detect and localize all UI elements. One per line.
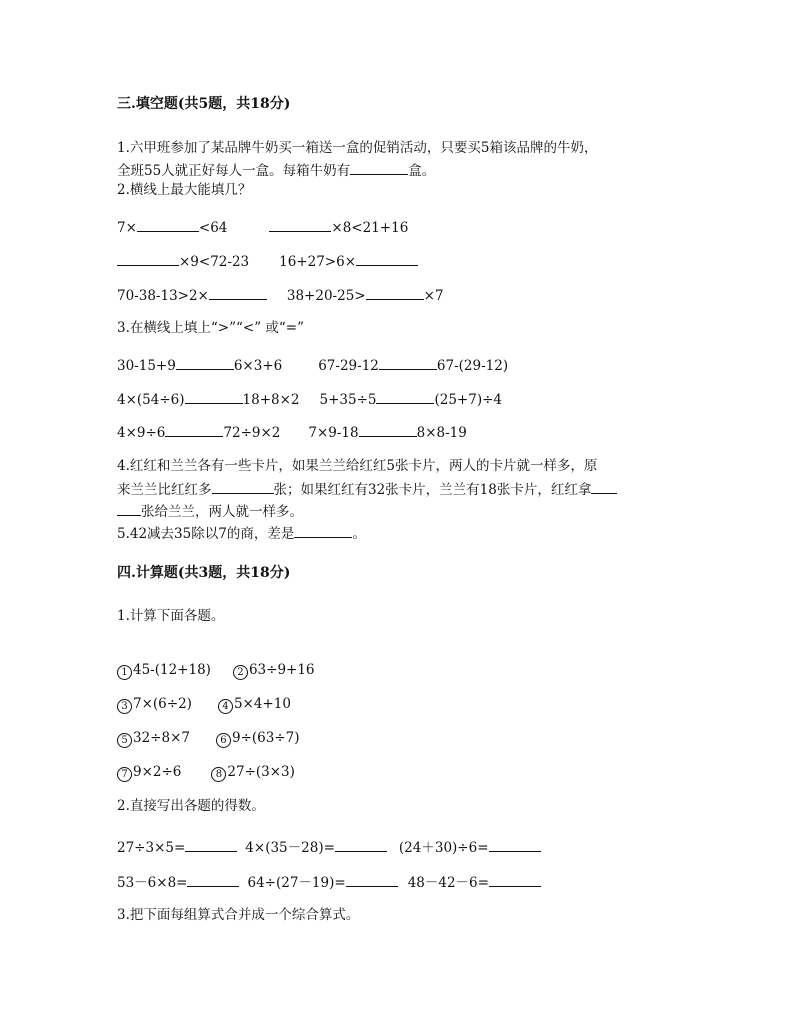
c2-r1-blank1[interactable] xyxy=(185,837,237,852)
q2-title: 2.横线上最大能填几？ xyxy=(117,182,252,198)
c2-title: 2.直接写出各题的得数。 xyxy=(117,798,265,814)
c1-expr-7: 9×2÷6 xyxy=(133,764,182,780)
q4-line1: 4.红红和兰兰各有一些卡片，如果兰兰给红红5张卡片，两人的卡片就一样多，原 xyxy=(117,458,598,474)
number-circle-4: 4 xyxy=(218,699,233,714)
c2-r2-b: 64÷(27－19)= xyxy=(247,875,346,891)
q4-text-a: 来兰兰比红红多 xyxy=(117,482,212,498)
q2-row3 xyxy=(117,285,444,305)
c2-row2 xyxy=(117,872,541,892)
number-circle-8: 8 xyxy=(211,767,226,782)
q2-r1-c: ×8<21+16 xyxy=(331,220,409,236)
number-circle-6: 6 xyxy=(216,733,231,748)
q5-line xyxy=(117,523,366,543)
q2-r3-b: 38+20-25> xyxy=(286,288,366,304)
number-circle-7: 7 xyxy=(117,767,132,782)
number-circle-5: 5 xyxy=(117,733,132,748)
c1-expr-3: 7×(6÷2) xyxy=(133,696,192,712)
q2-r1-blank1[interactable] xyxy=(137,217,199,232)
q1-line2 xyxy=(117,160,435,180)
q5-text-b: 。 xyxy=(352,526,366,542)
q3-r3-a: 4×9÷6 xyxy=(117,425,166,441)
c2-r1-a: 27÷3×5= xyxy=(117,840,186,856)
q2-r2-a: ×9<72-23 xyxy=(179,254,250,270)
q4-line2 xyxy=(117,479,617,499)
q2-r2-b: 16+27>6× xyxy=(279,254,357,270)
q4-text-b: 张；如果红红有32张卡片，兰兰有18张卡片，红红拿 xyxy=(273,482,592,498)
q4-blank1[interactable] xyxy=(212,479,274,494)
q3-r1-d: 67-(29-12) xyxy=(436,358,509,374)
c1-expr-1: 45-(12+18) xyxy=(133,662,211,678)
q3-r2-a: 4×(54÷6) xyxy=(117,392,185,408)
c2-r1-blank2[interactable] xyxy=(335,837,387,852)
q3-row1 xyxy=(117,355,508,375)
c2-r1-blank3[interactable] xyxy=(489,837,541,852)
c2-r1-b: 4×(35－28)= xyxy=(245,840,335,856)
c2-r2-c: 48－42－6= xyxy=(407,875,489,891)
c2-r2-blank1[interactable] xyxy=(187,872,239,887)
q4-blank2a[interactable] xyxy=(591,479,617,494)
c1-row3 xyxy=(117,729,300,748)
q2-r3-c: ×7 xyxy=(423,288,444,304)
c1-expr-6: 9÷(63÷7) xyxy=(231,730,300,746)
q3-r3-b: 72÷9×2 xyxy=(223,425,281,441)
q2-r3-blank2[interactable] xyxy=(366,285,424,300)
q3-r3-d: 8×8-19 xyxy=(416,425,467,441)
q2-row2 xyxy=(117,251,418,271)
q2-r3-a: 70-38-13>2× xyxy=(117,288,209,304)
q1-text-a: 全班55人就正好每人一盒。每箱牛奶有 xyxy=(117,163,351,179)
c1-expr-8: 27÷(3×3) xyxy=(227,764,295,780)
q3-r2-blank1[interactable] xyxy=(185,389,243,404)
section4-title: 四.计算题(共3题，共18分) xyxy=(117,565,291,581)
c1-expr-4: 5×4+10 xyxy=(233,696,291,712)
q3-r1-a: 30-15+9 xyxy=(117,358,176,374)
q3-r1-b: 6×3+6 xyxy=(233,358,283,374)
q1-line1: 1.六甲班参加了某品牌牛奶买一箱送一盒的促销活动，只要买5箱该品牌的牛奶， xyxy=(117,140,598,156)
c1-expr-5: 32÷8×7 xyxy=(133,730,190,746)
c1-expr-2: 63÷9+16 xyxy=(248,662,315,678)
q2-r3-blank1[interactable] xyxy=(209,285,267,300)
q1-answer-blank[interactable] xyxy=(350,160,408,175)
c2-r2-blank2[interactable] xyxy=(346,872,398,887)
q3-r3-c: 7×9-18 xyxy=(308,425,359,441)
q2-r1-b: <64 xyxy=(198,220,228,236)
q3-r1-blank2[interactable] xyxy=(379,355,437,370)
q4-text-c: 张给兰兰，两人就一样多。 xyxy=(141,504,303,520)
c2-r2-a: 53－6×8= xyxy=(117,875,188,891)
q2-r2-blank1[interactable] xyxy=(117,251,179,266)
q3-r2-b: 18+8×2 xyxy=(242,392,300,408)
q4-blank2b[interactable] xyxy=(117,501,141,516)
q3-r1-c: 67-29-12 xyxy=(318,358,379,374)
c1-row2 xyxy=(117,695,291,714)
c2-row1 xyxy=(117,837,541,857)
q3-r3-blank1[interactable] xyxy=(165,422,223,437)
q3-row2 xyxy=(117,389,502,409)
c2-r2-blank3[interactable] xyxy=(489,872,541,887)
section3-title: 三.填空题(共5题，共18分) xyxy=(117,96,291,112)
number-circle-1: 1 xyxy=(117,665,132,680)
q3-title: 3.在横线上填上“>”“<” 或“=” xyxy=(117,320,305,336)
q1-text-b: 盒。 xyxy=(408,163,436,179)
q2-row1 xyxy=(117,217,408,237)
c1-row1 xyxy=(117,661,315,680)
q2-r2-blank2[interactable] xyxy=(356,251,418,266)
c2-r1-c: (24＋30)÷6= xyxy=(398,840,489,856)
q3-r2-c: 5+35÷5 xyxy=(319,392,377,408)
c3-title: 3.把下面每组算式合并成一个综合算式。 xyxy=(117,907,360,923)
q5-text-a: 5.42减去35除以7的商，差是 xyxy=(117,526,295,542)
number-circle-2: 2 xyxy=(233,665,248,680)
q2-r1-blank2[interactable] xyxy=(269,217,331,232)
q3-r1-blank1[interactable] xyxy=(176,355,234,370)
c1-row4 xyxy=(117,763,295,782)
q5-blank[interactable] xyxy=(294,523,352,538)
q4-line3 xyxy=(117,501,303,521)
q2-r1-a: 7× xyxy=(117,220,137,236)
number-circle-3: 3 xyxy=(117,699,132,714)
c1-title: 1.计算下面各题。 xyxy=(117,608,225,624)
q3-r3-blank2[interactable] xyxy=(359,422,417,437)
q3-r2-blank2[interactable] xyxy=(376,389,434,404)
q3-r2-d: (25+7)÷4 xyxy=(434,392,502,408)
q3-row3 xyxy=(117,422,467,442)
